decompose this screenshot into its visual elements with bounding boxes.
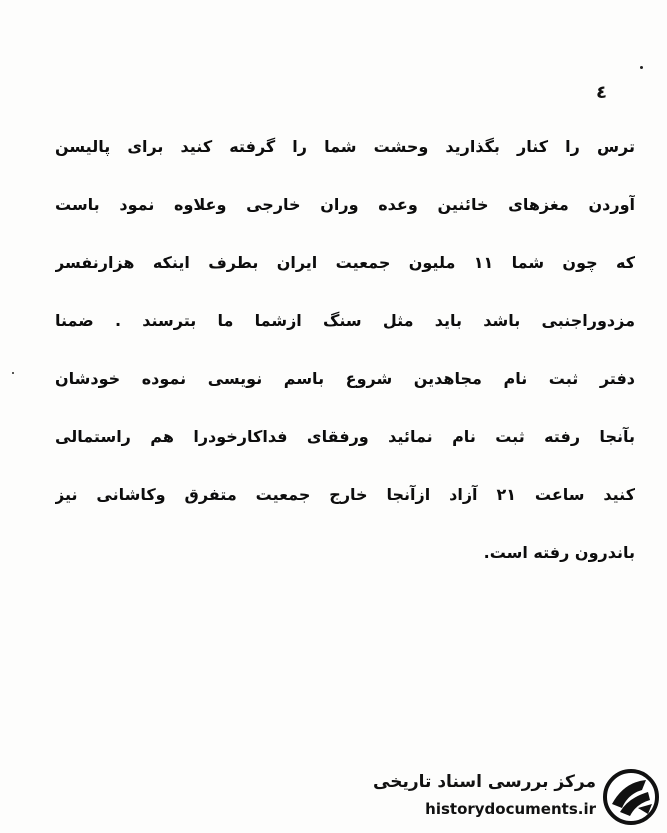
watermark-url: historydocuments.ir — [425, 800, 596, 818]
text-line: که چون شما ۱۱ ملیون جمعیت ایران بطرف اینکه هزارنفسر — [55, 253, 635, 272]
page-number: ٤ — [596, 82, 607, 103]
text-line: باندرون رفته است. — [483, 543, 635, 562]
watermark-title: مرکز بررسی اسناد تاریخی — [373, 772, 596, 792]
text-line: مزدوراجنبی باشد باید مثل سنگ ازشما ما بترسند . ضمنا — [55, 311, 635, 330]
text-line: دفتر ثبت نام مجاهدین شروع باسم نویسی نموده خودشان — [55, 369, 635, 388]
text-line: کنید ساعت ۲۱ آزاد ازآنجا خارج جمعیت متفرق وکاشانی نیز — [55, 485, 635, 504]
scan-speck — [12, 372, 14, 374]
watermark — [373, 762, 660, 828]
text-line: بآنجا رفته ثبت نام نمائید ورفقای فداکارخودرا هم راستمالی — [55, 427, 635, 446]
document-body — [55, 118, 635, 582]
scan-speck — [640, 66, 643, 69]
archive-logo-icon — [602, 768, 660, 826]
text-line: ترس را کنار بگذارید وحشت شما را گرفته کنید برای پالیسن — [55, 137, 635, 156]
text-line: آوردن مغزهای خائنین وعده وران خارجی وعلاوه نمود باست — [55, 195, 635, 214]
